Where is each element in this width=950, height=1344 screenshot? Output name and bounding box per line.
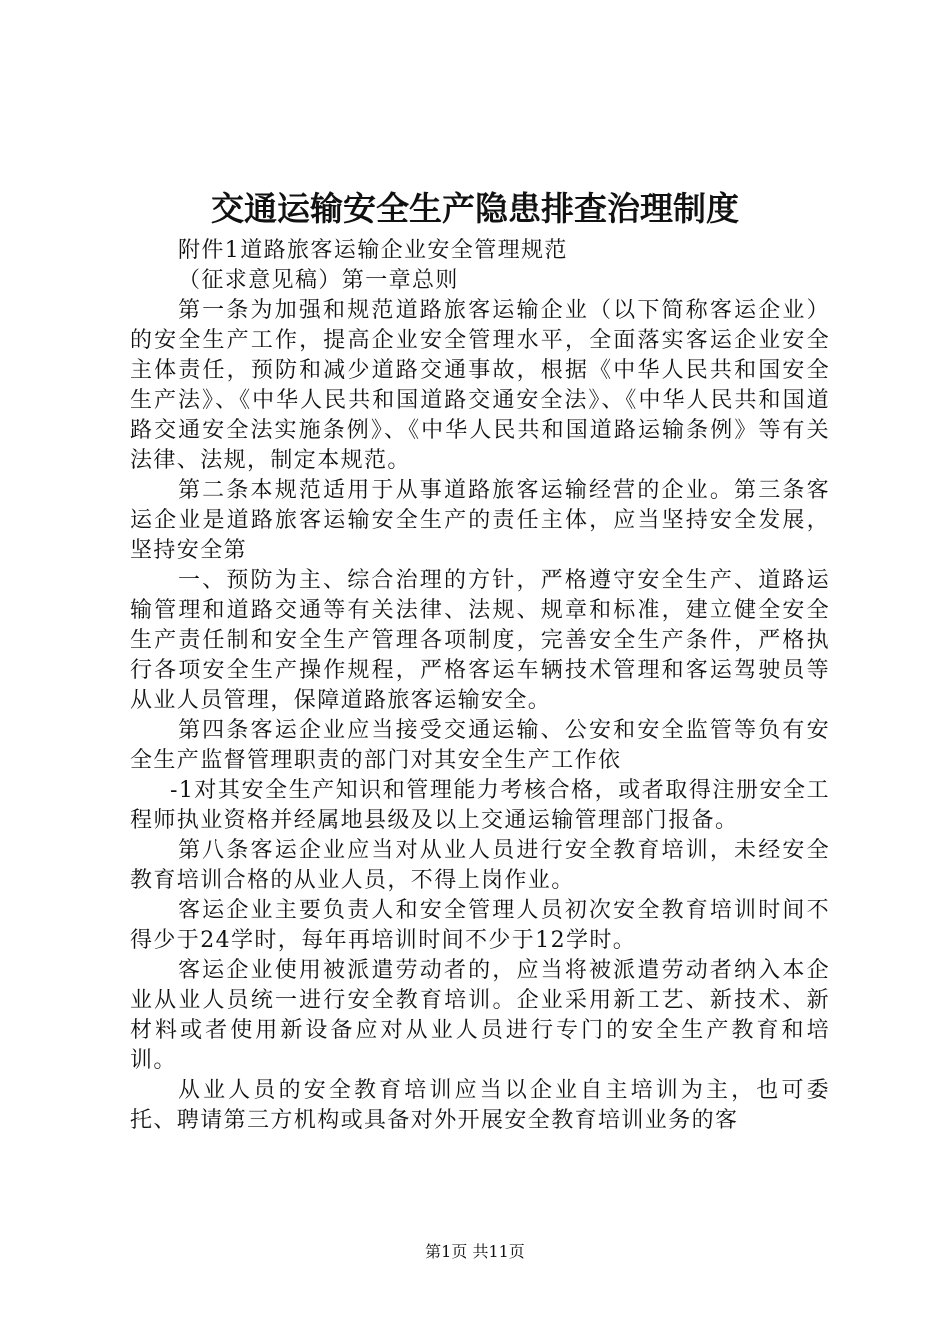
paragraph-training-mode: 从业人员的安全教育培训应当以企业自主培训为主，也可委托、聘请第三方机构或具备对外开展安全教育培训业务的客	[130, 1078, 830, 1133]
paragraph-article-1: 第一条为加强和规范道路旅客运输企业（以下简称客运企业）的安全生产工作，提高企业安全管理水平，全面落实客运企业安全主体责任，预防和减少道路交通事故，根据《中华人民共和国安全生产法》、《中华人民共和国道路交通安全法》、《中华人民共和国道路交通安全法实施条例》、《中华人民共和国道路运输条例》等有关法律、法规，制定本规范。	[130, 298, 830, 473]
paragraph-dispatched-workers: 客运企业使用被派遣劳动者的，应当将被派遣劳动者纳入本企业从业人员统一进行安全教育培训。企业采用新工艺、新技术、新材料或者使用新设备应对从业人员进行专门的安全生产教育和培训。	[130, 958, 830, 1073]
page-footer: 第1页 共11页	[425, 1242, 525, 1261]
paragraph-article-4: 第四条客运企业应当接受交通运输、公安和安全监管等负有安全生产监督管理职责的部门对其安全生产工作依	[130, 718, 830, 773]
paragraph-policy: 一、预防为主、综合治理的方针，严格遵守安全生产、道路运输管理和道路交通等有关法律、法规、规章和标准，建立健全安全生产责任制和安全生产管理各项制度，完善安全生产条件，严格执行各项安全生产操作规程，严格客运车辆技术管理和客运驾驶员等从业人员管理，保障道路旅客运输安全。	[130, 568, 830, 713]
paragraph-attachment: 附件1道路旅客运输企业安全管理规范	[178, 238, 568, 263]
paragraph-article-8: 第八条客运企业应当对从业人员进行安全教育培训，未经安全教育培训合格的从业人员，不得上岗作业。	[130, 838, 830, 893]
document-title: 交通运输安全生产隐患排查治理制度	[211, 189, 739, 228]
paragraph-article-2-3: 第二条本规范适用于从事道路旅客运输经营的企业。第三条客运企业是道路旅客运输安全生产的责任主体，应当坚持安全发展，坚持安全第	[130, 478, 830, 563]
document-body	[130, 236, 830, 1136]
paragraph-training-hours: 客运企业主要负责人和安全管理人员初次安全教育培训时间不得少于24学时，每年再培训时间不少于12学时。	[130, 898, 830, 953]
paragraph-draft-note: （征求意见稿）第一章总则	[178, 268, 459, 293]
paragraph-assessment: -1对其安全生产知识和管理能力考核合格，或者取得注册安全工程师执业资格并经属地县级及以上交通运输管理部门报备。	[130, 778, 830, 833]
